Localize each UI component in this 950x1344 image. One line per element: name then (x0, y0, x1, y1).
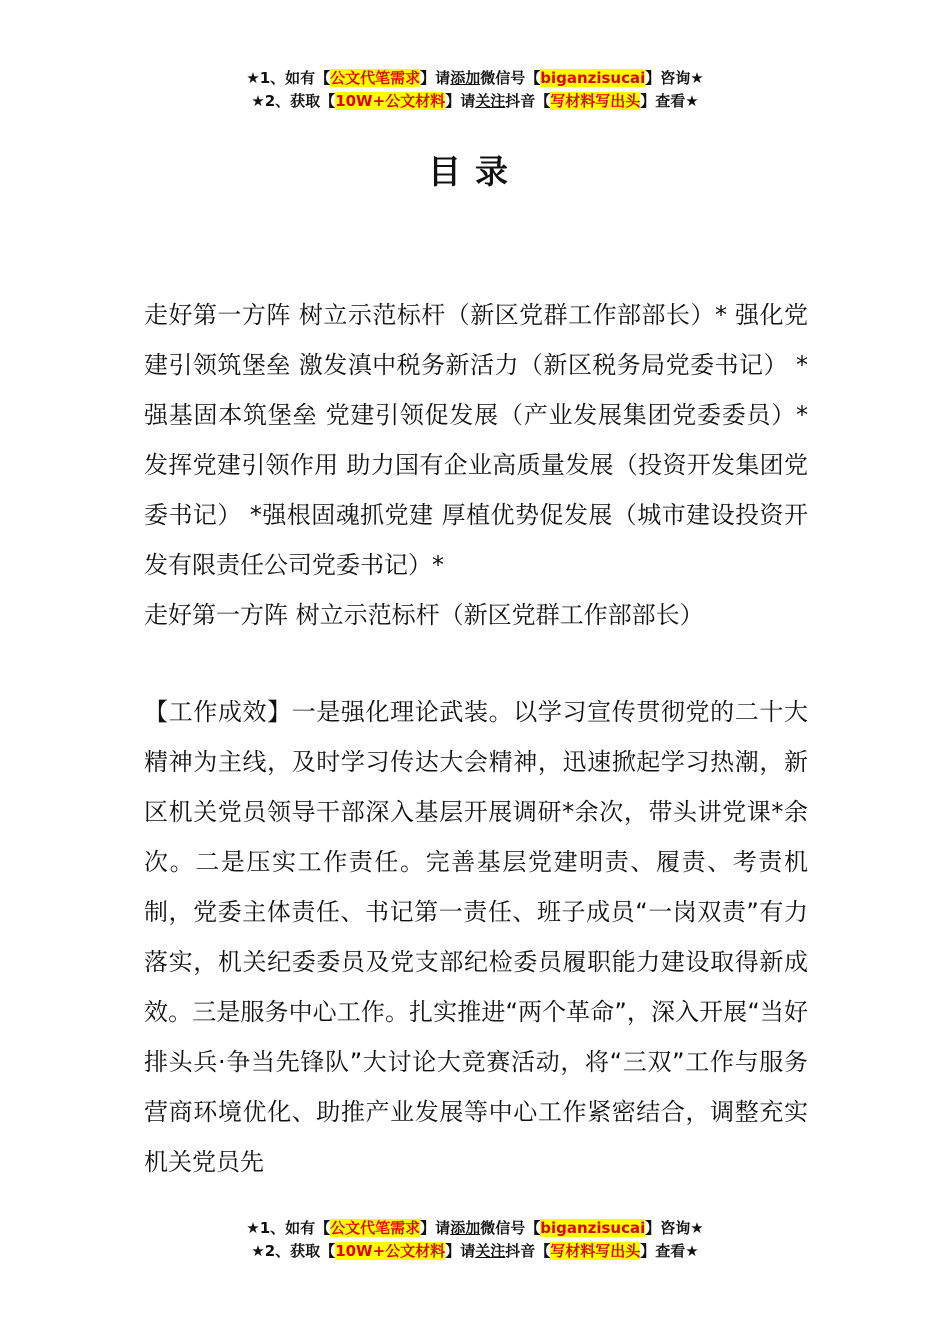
banner-text: ★1、如有【 (246, 69, 331, 87)
banner-underline: 添加 (450, 69, 481, 87)
banner-text: 微信号【 (480, 1219, 541, 1237)
section-heading: 走好第一方阵 树立示范标杆（新区党群工作部部长） (144, 601, 704, 629)
banner-highlight: 公文代笔需求 (330, 69, 421, 87)
banner-text: 】咨询★ (645, 1219, 704, 1237)
banner-highlight: 写材料写出头 (550, 1242, 641, 1260)
banner-underline: 关注 (475, 1242, 506, 1260)
banner-line-1 (0, 67, 950, 90)
page-title: 目录 (428, 152, 522, 191)
banner-line-2 (0, 1240, 950, 1263)
banner-text: 微信号【 (480, 69, 541, 87)
banner-highlight: 10W+公文材料 (335, 1242, 446, 1260)
toc-paragraph: 走好第一方阵 树立示范标杆（新区党群工作部部长）* 强化党建引领筑堡垒 激发滇中税务新活力（新区税务局党委书记） *强基固本筑堡垒 党建引领促发展（产业发展集团党委委员）*发挥党建引领作用 助力国有企业高质量发展（投资开发集团党委书记） *强根固魂抓党建 厚植优势促发展（城市建设投资开发有限责任公司党委书记）* (144, 301, 808, 579)
banner-text: 】请 (420, 1219, 451, 1237)
banner-text: ★1、如有【 (246, 1219, 331, 1237)
banner-highlight: biganzisucai (540, 1219, 646, 1237)
table-of-contents (144, 290, 808, 640)
banner-text: 抖音【 (505, 92, 551, 110)
footer-banner (0, 1217, 950, 1263)
banner-text: 】请 (445, 1242, 476, 1260)
banner-highlight: 10W+公文材料 (335, 92, 446, 110)
banner-line-2 (0, 90, 950, 113)
banner-highlight: biganzisucai (540, 69, 646, 87)
banner-text: 】查看★ (640, 1242, 699, 1260)
banner-text: ★2、获取【 (251, 1242, 336, 1260)
banner-text: 】请 (420, 69, 451, 87)
banner-text: 抖音【 (505, 1242, 551, 1260)
banner-underline: 添加 (450, 1219, 481, 1237)
banner-text: 】咨询★ (645, 69, 704, 87)
banner-highlight: 公文代笔需求 (330, 1219, 421, 1237)
body-paragraph: 【工作成效】一是强化理论武装。以学习宣传贯彻党的二十大精神为主线，及时学习传达大会精神，迅速掀起学习热潮，新区机关党员领导干部深入基层开展调研*余次，带头讲党课*余次。二是压实工作责任。完善基层党建明责、履责、考责机制，党委主体责任、书记第一责任、班子成员“一岗双责”有力落实，机关纪委委员及党支部纪检委员履职能力建设取得新成效。三是服务中心工作。扎实推进“两个革命”，深入开展“当好排头兵·争当先锋队”大讨论大竞赛活动，将“三双”工作与服务营商环境优化、助推产业发展等中心工作紧密结合，调整充实机关党员先 (144, 698, 808, 1176)
body-section (144, 687, 808, 1187)
banner-text: 】查看★ (640, 92, 699, 110)
banner-text: ★2、获取【 (251, 92, 336, 110)
header-banner (0, 67, 950, 113)
banner-text: 】请 (445, 92, 476, 110)
banner-highlight: 写材料写出头 (550, 92, 641, 110)
banner-line-1 (0, 1217, 950, 1240)
banner-underline: 关注 (475, 92, 506, 110)
